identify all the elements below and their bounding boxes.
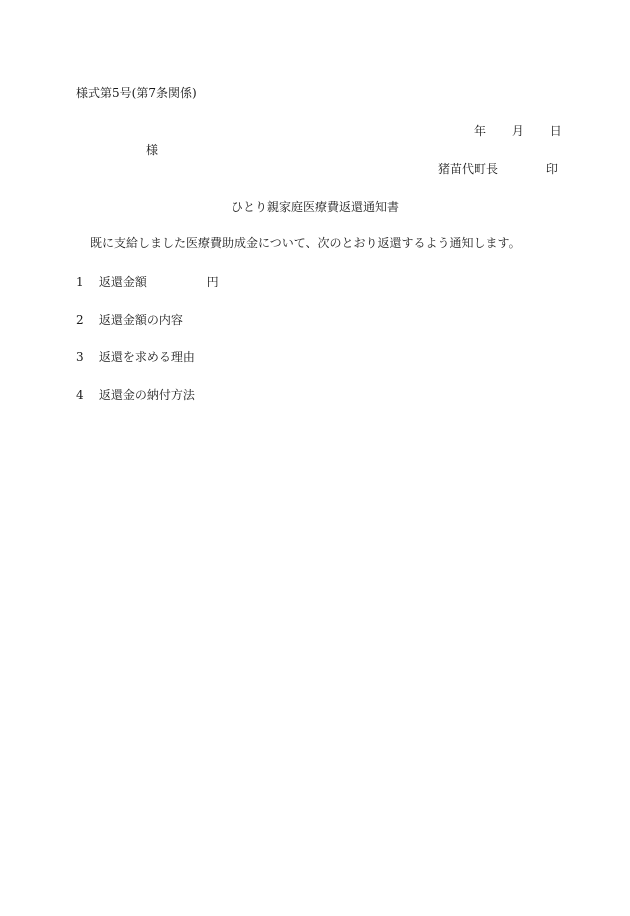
date-line [474,124,562,138]
list-item [76,313,183,327]
item-number: 2 [76,313,84,327]
item-label: 返還を求める理由 [98,350,195,364]
item-number: 1 [76,275,84,289]
date-day-label: 日 [549,124,562,138]
item-number: 4 [76,388,84,402]
date-year-label: 年 [474,124,487,138]
list-item [76,388,195,402]
item-number: 3 [76,350,84,364]
issuer-seal-mark: 印 [545,162,558,176]
item-label: 返還金額の内容 [98,313,183,327]
document-title: ひとり親家庭医療費返還通知書 [230,200,399,214]
body-text: 既に支給しました医療費助成金について、次のとおり返還するよう通知します。 [90,236,521,250]
item-unit: 円 [206,275,219,289]
list-item [76,275,219,289]
issuer-line [438,162,558,176]
recipient-suffix: 様 [146,143,159,157]
list-item [76,350,195,364]
issuer-name: 猪苗代町長 [438,162,499,176]
item-label: 返還金の納付方法 [98,388,195,402]
item-label: 返還金額 [98,275,147,289]
form-number: 様式第5号(第7条関係) [76,86,197,100]
date-month-label: 月 [511,124,524,138]
